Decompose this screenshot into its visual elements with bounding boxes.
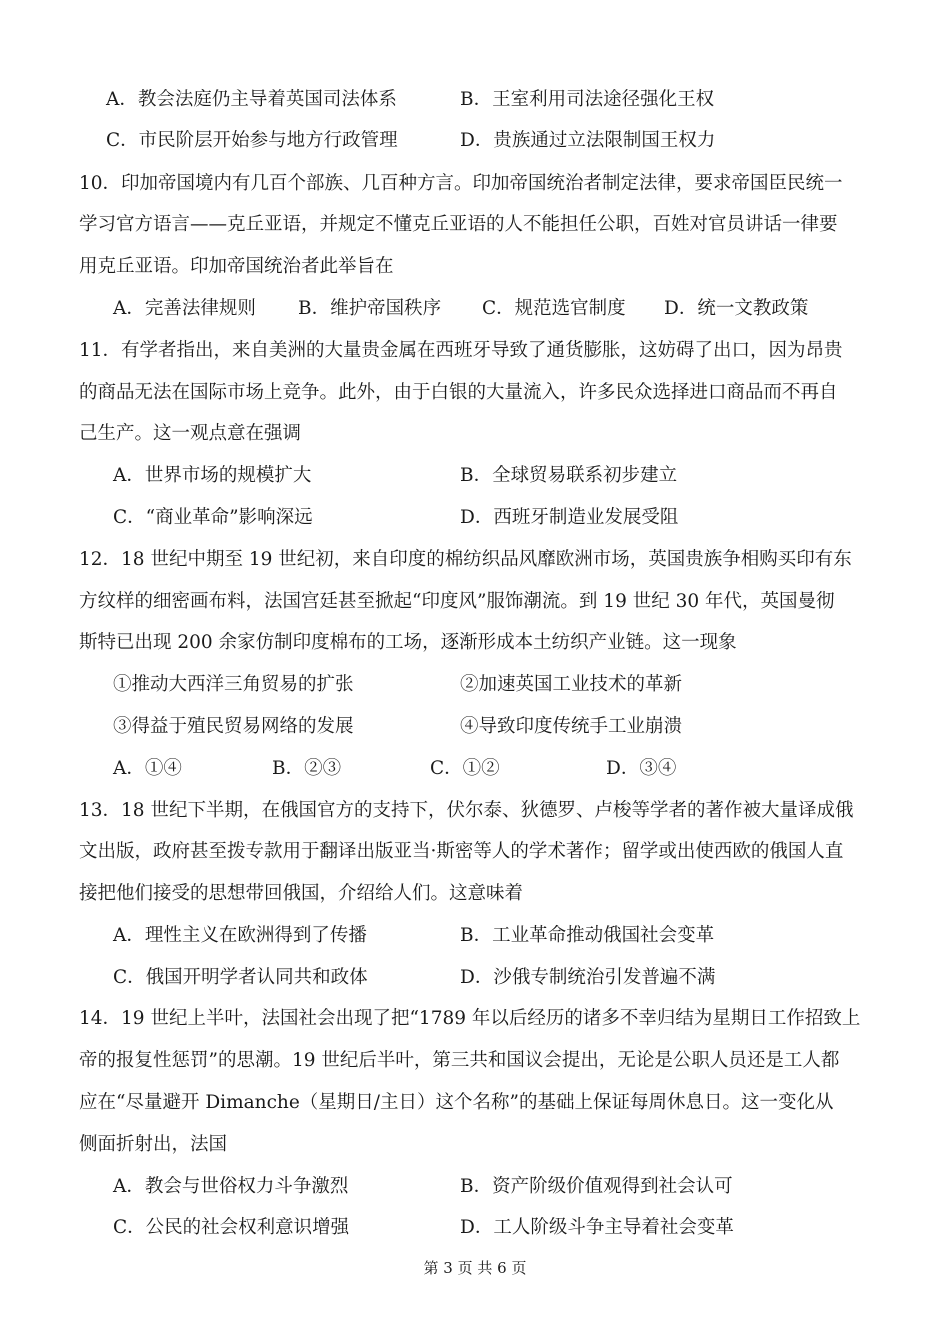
q12-stem-line-3: 斯特已出现 200 余家仿制印度棉布的工场，逐渐形成本土纺织产业链。这一现象 bbox=[79, 632, 737, 653]
q11-stem-line-3: 己生产。这一观点意在强调 bbox=[79, 423, 302, 444]
q10-option-a: A．完善法律规则 bbox=[113, 298, 256, 319]
q12-stem-line-1: 12．18 世纪中期至 19 世纪初，来自印度的棉纺织品风靡欧洲市场，英国贵族争相购买印有东 bbox=[79, 549, 852, 570]
q13-option-a: A．理性主义在欧洲得到了传播 bbox=[113, 925, 367, 946]
q14-stem-line-2: 帝的报复性惩罚”的思潮。19 世纪后半叶，第三共和国议会提出，无论是公职人员还是工人都 bbox=[79, 1050, 840, 1071]
q14-option-d: D．工人阶级斗争主导着社会变革 bbox=[460, 1217, 734, 1238]
q10-stem-line-3: 用克丘亚语。印加帝国统治者此举旨在 bbox=[79, 256, 394, 277]
q9-option-d: D．贵族通过立法限制国王权力 bbox=[460, 130, 716, 151]
q14-stem-line-4: 侧面折射出，法国 bbox=[79, 1134, 228, 1155]
q9-option-b: B．王室利用司法途径强化王权 bbox=[460, 89, 715, 110]
q11-option-d: D．西班牙制造业发展受阻 bbox=[460, 507, 679, 528]
q12-option-a: A．①④ bbox=[113, 758, 182, 779]
q14-option-c: C．公民的社会权利意识增强 bbox=[113, 1217, 350, 1238]
q10-option-b: B．维护帝国秩序 bbox=[298, 298, 442, 319]
q10-option-d: D．统一文教政策 bbox=[664, 298, 809, 319]
q12-option-b: B．②③ bbox=[272, 758, 342, 779]
q10-stem-line-1: 10．印加帝国境内有几百个部族、几百种方言。印加帝国统治者制定法律，要求帝国臣民统一 bbox=[79, 173, 843, 194]
q12-item-3: ③得益于殖民贸易网络的发展 bbox=[113, 716, 354, 737]
q10-stem-line-2: 学习官方语言——克丘亚语，并规定不懂克丘亚语的人不能担任公职，百姓对官员讲话一律要 bbox=[79, 214, 838, 235]
q11-option-a: A．世界市场的规模扩大 bbox=[113, 465, 312, 486]
q13-option-d: D．沙俄专制统治引发普遍不满 bbox=[460, 967, 716, 988]
q12-item-4: ④导致印度传统手工业崩溃 bbox=[460, 716, 683, 737]
q12-stem-line-2: 方纹样的细密画布料，法国宫廷甚至掀起“印度风”服饰潮流。到 19 世纪 30 年代，英国曼彻 bbox=[79, 591, 835, 612]
q12-option-d: D．③④ bbox=[606, 758, 677, 779]
q9-option-a: A．教会法庭仍主导着英国司法体系 bbox=[106, 89, 397, 110]
q13-stem-line-2: 文出版，政府甚至拨专款用于翻译出版亚当·斯密等人的学术著作；留学或出使西欧的俄国人直 bbox=[79, 841, 844, 862]
q9-option-c: C．市民阶层开始参与地方行政管理 bbox=[106, 130, 398, 151]
q13-option-c: C．俄国开明学者认同共和政体 bbox=[113, 967, 368, 988]
q11-stem-line-1: 11．有学者指出，来自美洲的大量贵金属在西班牙导致了通货膨胀，这妨碍了出口，因为昂贵 bbox=[79, 340, 843, 361]
q11-stem-line-2: 的商品无法在国际市场上竞争。此外，由于白银的大量流入，许多民众选择进口商品而不再自 bbox=[79, 382, 838, 403]
page-number-footer: 第 3 页 共 6 页 bbox=[423, 1259, 527, 1277]
q13-stem-line-1: 13．18 世纪下半期，在俄国官方的支持下，伏尔泰、狄德罗、卢梭等学者的著作被大量译成俄 bbox=[79, 800, 854, 821]
q12-item-1: ①推动大西洋三角贸易的扩张 bbox=[113, 674, 354, 695]
q13-stem-line-3: 接把他们接受的思想带回俄国，介绍给人们。这意味着 bbox=[79, 883, 524, 904]
q13-option-b: B．工业革命推动俄国社会变革 bbox=[460, 925, 715, 946]
q14-stem-line-3: 应在“尽量避开 Dimanche（星期日/主日）这个名称”的基础上保证每周休息日。这一变化从 bbox=[79, 1092, 834, 1113]
q12-option-c: C．①② bbox=[430, 758, 500, 779]
q12-item-2: ②加速英国工业技术的革新 bbox=[460, 674, 683, 695]
q14-option-b: B．资产阶级价值观得到社会认可 bbox=[460, 1176, 733, 1197]
q14-option-a: A．教会与世俗权力斗争激烈 bbox=[113, 1176, 349, 1197]
q11-option-b: B．全球贸易联系初步建立 bbox=[460, 465, 678, 486]
q10-option-c: C．规范选官制度 bbox=[482, 298, 626, 319]
q14-stem-line-1: 14．19 世纪上半叶，法国社会出现了把“1789 年以后经历的诸多不幸归结为星期日工作招致上 bbox=[79, 1008, 861, 1029]
q11-option-c: C．“商业革命”影响深远 bbox=[113, 507, 313, 528]
